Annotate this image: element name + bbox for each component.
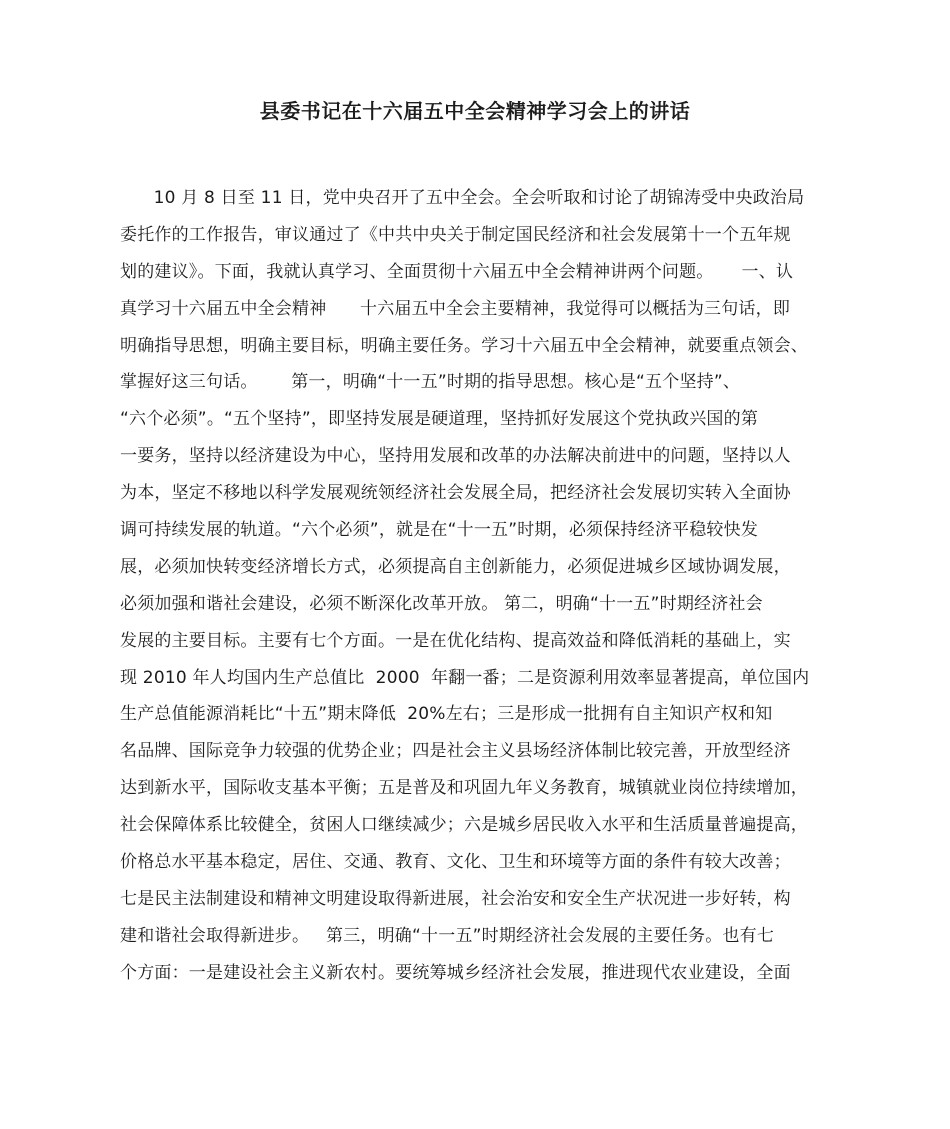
body-line: 名品牌、国际竞争力较强的优势企业；四是社会主义县场经济体制比较完善，开放型经济 bbox=[120, 741, 791, 762]
document-title: 县委书记在十六届五中全会精神学习会上的讲话 bbox=[259, 99, 691, 123]
body-line: 七是民主法制建设和精神文明建设取得新进展，社会治安和安全生产状况进一步好转，构 bbox=[120, 888, 791, 909]
body-line: 一要务，坚持以经济建设为中心，坚持用发展和改革的办法解决前进中的问题，坚持以人 bbox=[120, 446, 791, 467]
body-line: 达到新水平，国际收支基本平衡；五是普及和巩固九年义务教育，城镇就业岗位持续增加， bbox=[120, 778, 808, 799]
body-line: 10 月 8 日至 11 日，党中央召开了五中全会。全会听取和讨论了胡锦涛受中央政治局 bbox=[120, 188, 805, 208]
body-line: 个方面：一是建设社会主义新农村。要统筹城乡经济社会发展，推进现代农业建设，全面 bbox=[120, 962, 791, 983]
body-line: 为本，坚定不移地以科学发展观统领经济社会发展全局，把经济社会发展切实转入全面协 bbox=[120, 483, 791, 504]
body-line: 掌握好这三句话。 第一，明确“十一五”时期的指导思想。核心是“五个坚持”、 bbox=[120, 372, 741, 393]
body-line: 调可持续发展的轨道。“六个必须”，就是在“十一五”时期，必须保持经济平稳较快发 bbox=[120, 520, 759, 541]
body-line: 划的建议》。下面，我就认真学习、全面贯彻十六届五中全会精神讲两个问题。 一、认 bbox=[120, 261, 794, 282]
body-line: 建和谐社会取得新进步。 第三，明确“十一五”时期经济社会发展的主要任务。也有七 bbox=[120, 925, 775, 946]
body-line: 生产总值能源消耗比“十五”期末降低 20%左右；三是形成一批拥有自主知识产权和知 bbox=[120, 704, 773, 725]
body-line: 现 2010 年人均国内生产总值比 2000 年翻一番；二是资源利用效率显著提高，单位国内 bbox=[120, 667, 810, 688]
document-body bbox=[120, 180, 880, 992]
body-line: “六个必须”。“五个坚持”，即坚持发展是硬道理，坚持抓好发展这个党执政兴国的第 bbox=[120, 409, 759, 430]
body-line: 发展的主要目标。主要有七个方面。一是在优化结构、提高效益和降低消耗的基础上，实 bbox=[120, 630, 791, 651]
body-line: 展，必须加快转变经济增长方式，必须提高自主创新能力，必须促进城乡区域协调发展， bbox=[120, 556, 791, 577]
body-line: 委托作的工作报告，审议通过了《中共中央关于制定国民经济和社会发展第十一个五年规 bbox=[120, 224, 791, 245]
body-line: 必须加强和谐社会建设，必须不断深化改革开放。 第二，明确“十一五”时期经济社会 bbox=[120, 593, 763, 614]
body-line: 明确指导思想，明确主要目标，明确主要任务。学习十六届五中全会精神，就要重点领会、 bbox=[120, 335, 808, 356]
body-line: 真学习十六届五中全会精神 十六届五中全会主要精神，我觉得可以概括为三句话，即 bbox=[120, 298, 791, 319]
body-line: 价格总水平基本稳定，居住、交通、教育、文化、卫生和环境等方面的条件有较大改善； bbox=[120, 852, 791, 873]
body-line: 社会保障体系比较健全，贫困人口继续减少；六是城乡居民收入水平和生活质量普遍提高， bbox=[120, 815, 808, 836]
